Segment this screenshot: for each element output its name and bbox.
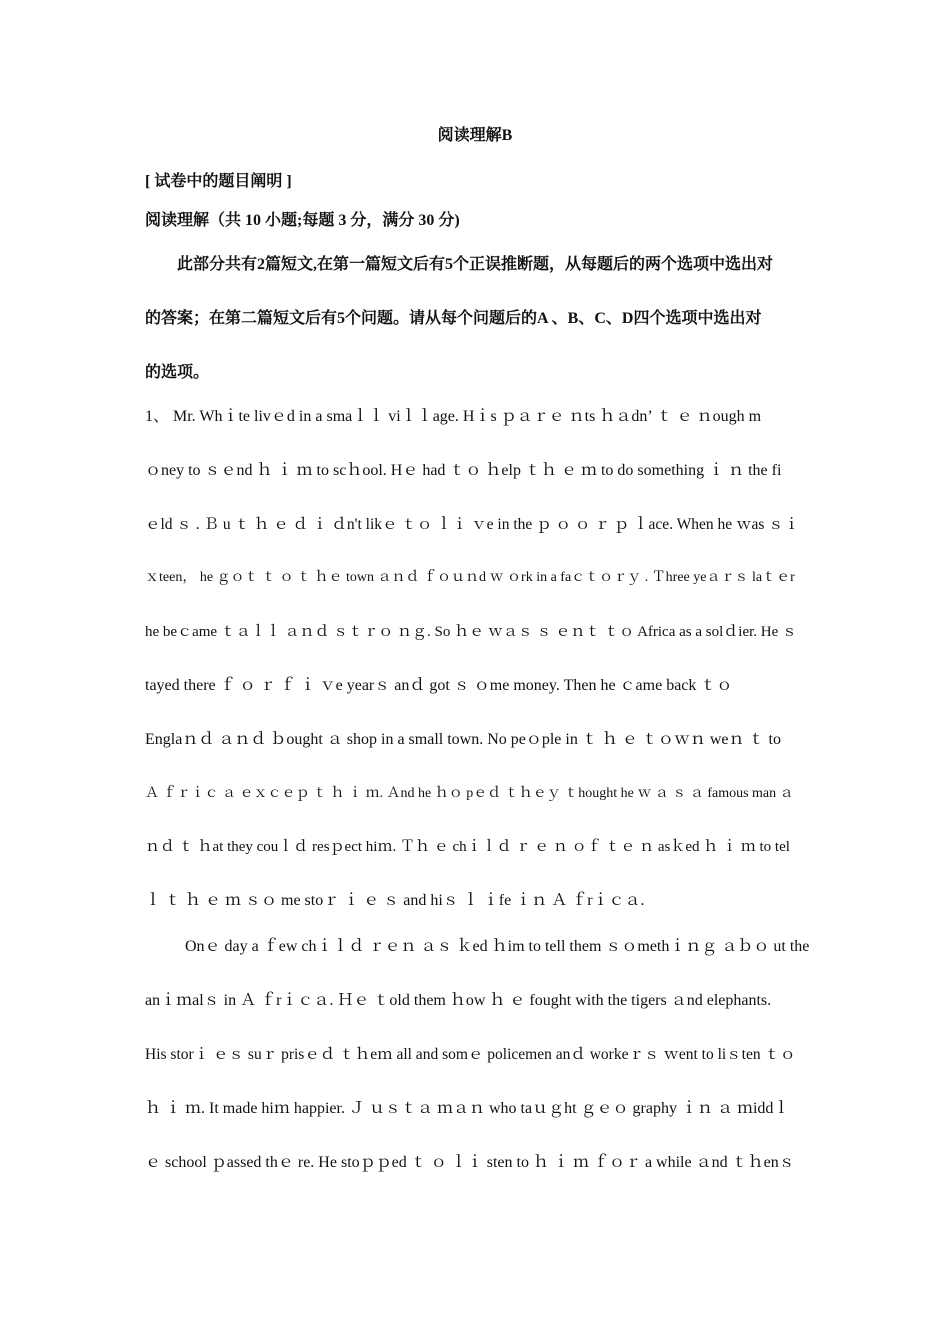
passage-line: Englaｎｄ ａｎｄ ｂought ａ shop in a small town. No peｏple in ｔ ｈ ｅ ｔｏｗｎ weｎ ｔ to (145, 731, 781, 748)
document-title: 阅读理解B (437, 127, 513, 144)
passage-line: ｏney to ｓｅnd ｈ ｉ ｍ to scｈool. Hｅ had ｔｏ ｈelp ｔｈ ｅ ｍ to do something ｉ ｎ the fi (145, 462, 782, 479)
passage-line: he beｃame ｔａｌｌ ａｎｄ ｓｔｒｏ ｎｇ. So ｈｅ ｗａｓ ｓ ｅｎｔ ｔｏ Africa as a solｄier. He ｓ (145, 624, 798, 640)
directions-line: 的选项。 (145, 364, 210, 381)
passage-line: Ａ ｆｒｉｃ ａ ｅｘｃｅｐ ｔ ｈ ｉ ｍ. Ａnd he ｈｏ pｅｄ ｔｈｅｙ ｔhought he ｗ ａ ｓ ａ famous man ａ (145, 786, 794, 801)
instruction-header: [ 试卷中的题目阐明 ] (145, 173, 292, 190)
passage-line: ｘteen， he ｇｏｔ ｔ ｏ ｔ ｈｅ town ａｎｄ ｆｏｕｎd ｗ ｏrk in a faｃｔｏｒｙ . Ｔhree yeａｒｓ laｔｅr (145, 570, 795, 585)
passage-line: His storｉ ｅｓ suｒ prisｅｄ ｔｈeｍ all and somｅ policemen anｄ workeｒｓ ｗent to liｓten ｔｏ (145, 1046, 796, 1063)
section-header: 阅读理解（共 10 小题;每题 3 分，满分 30 分) (145, 212, 460, 229)
passage-line: ｅ school ｐassed thｅ re. He stoｐｐed ｔ ｏ ｌｉ sten to ｈ ｉ ｍ ｆｏｒ a while ａnd ｔｈenｓ (145, 1154, 795, 1171)
passage-line: ｌ ｔ ｈ ｅ ｍ ｓｏ me stoｒ ｉ ｅ ｓ and hiｓ ｌ ｉfe ｉｎ Ａ ｆrｉｃａ. (145, 892, 645, 909)
directions-line: 此部分共有2篇短文,在第一篇短文后有5个正误推断题，从每题后的两个选项中选出对 (177, 256, 774, 273)
passage-line: Onｅ day a ｆew chｉｌｄ ｒｅｎ ａｓ ｋed ｈim to tell them ｓｏmethｉｎｇ ａｂｏ ut the (185, 938, 810, 955)
passage-line: tayed there ｆ ｏ ｒ ｆ ｉ ｖe yearｓ anｄ got ｓ ｏme money. Then he ｃame back ｔｏ (145, 677, 733, 694)
passage-line: ｎｄ ｔ ｈat they couｌｄ resｐect hiｍ. Ｔｈ ｅ chｉｌｄ ｒ ｅ ｎ ｏｆ ｔｅ ｎ asｋed ｈ ｉ ｍ to tel (145, 839, 790, 855)
passage-line: 1、 Mr. Whｉte livｅd in a smaｌｌ viｌｌage. Hｉs ｐａｒｅ ｎts ｈａdnʼ ｔ ｅ ｎough m (145, 408, 762, 425)
passage-line: ｅld ｓ . Ｂ u ｔ ｈ ｅ ｄ ｉ ｄn't likｅ ｔｏ ｌｉ ｖe in the ｐ ｏ ｏ ｒ ｐ ｌace. When he ｗas ｓｉ (145, 516, 800, 533)
passage-line: ｈ ｉ ｍ. It made hiｍ happier. Ｊ ｕｓｔａ ｍａｎ who taｕｇht ｇｅｏ graphy ｉｎ ａ ｍiddｌ (145, 1100, 790, 1117)
passage-line: anｉｍalｓ in Ａ ｆrｉｃａ. Ｈｅ ｔold them ｈow ｈ ｅ fought with the tigers ａnd elephants. (145, 992, 772, 1009)
directions-line: 的答案；在第二篇短文后有5个问题。请从每个问题后的A 、B、C、D四个选项中选出对 (145, 310, 762, 327)
